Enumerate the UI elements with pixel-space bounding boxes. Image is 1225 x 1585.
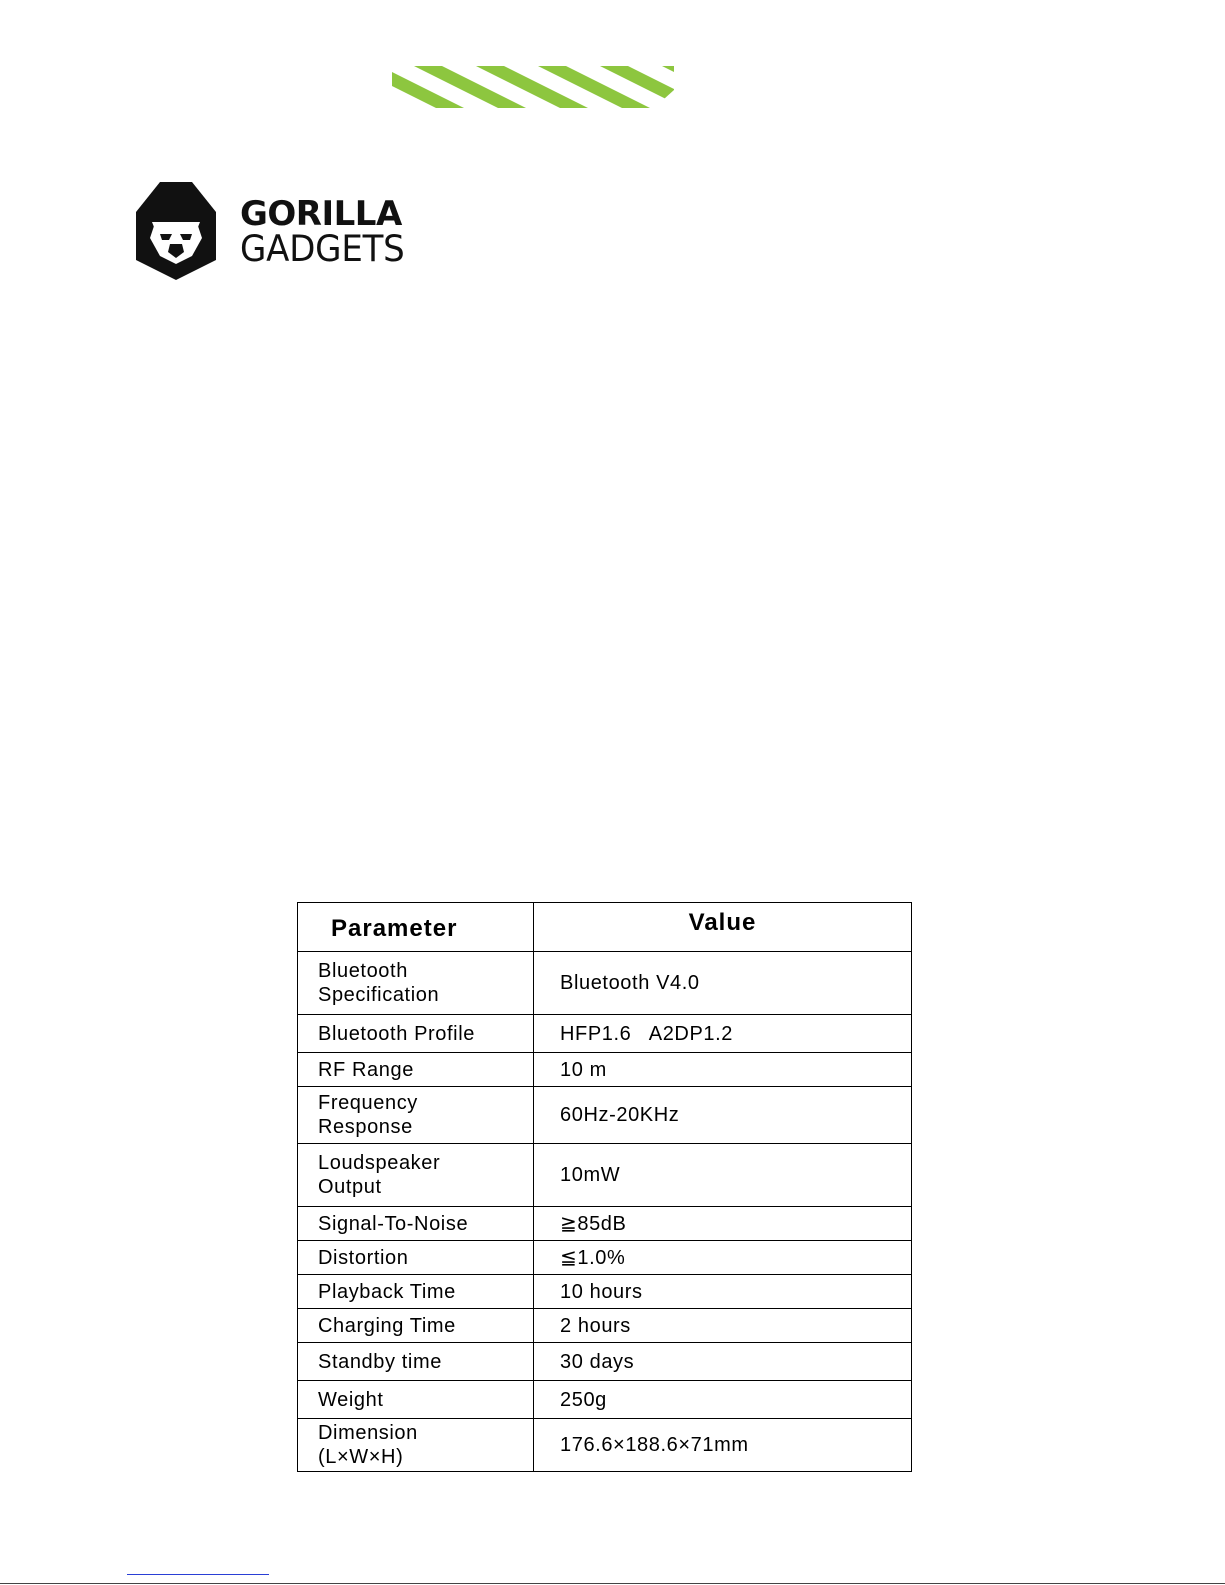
green-stripes-banner [392,66,674,108]
specification-table [297,902,912,1472]
table-row [298,1015,912,1053]
column-header-value: Value [534,903,912,952]
param-cell [298,1087,534,1144]
param-cell [298,1144,534,1207]
value-cell: Bluetooth V4.0 [534,952,912,1015]
param-text: Frequency [318,1092,418,1114]
param-cell: Distortion [298,1241,534,1275]
param-cell: Weight [298,1381,534,1419]
value-cell: 10 hours [534,1275,912,1309]
param-text: Loudspeaker [318,1152,441,1174]
value-cell: 176.6×188.6×71mm [534,1419,912,1472]
table-row [298,1343,912,1381]
table-row [298,1241,912,1275]
table-row [298,952,912,1015]
param-text: Bluetooth [318,960,408,982]
page-bottom-rule [0,1583,1225,1584]
value-cell: 2 hours [534,1309,912,1343]
table-header-row [298,903,912,952]
param-text: Dimension [318,1422,418,1444]
table-row [298,1053,912,1087]
value-cell: 30 days [534,1343,912,1381]
value-cell: 60Hz-20KHz [534,1087,912,1144]
table-row [298,1207,912,1241]
param-cell: Charging Time [298,1309,534,1343]
param-text: Response [318,1116,413,1138]
column-header-parameter: Parameter [298,903,534,952]
table-row [298,1381,912,1419]
param-cell: RF Range [298,1053,534,1087]
brand-logo [136,182,406,282]
table-row [298,1275,912,1309]
param-text: (L×W×H) [318,1446,404,1468]
param-cell: Playback Time [298,1275,534,1309]
param-text: Specification [318,984,440,1006]
table-row [298,1419,912,1472]
value-cell: 10 m [534,1053,912,1087]
value-cell: 250g [534,1381,912,1419]
param-text: Output [318,1176,382,1198]
table-row [298,1087,912,1144]
value-cell: ≧85dB [534,1207,912,1241]
value-cell: HFP1.6 A2DP1.2 [534,1015,912,1053]
footer-link-underline[interactable] [127,1574,269,1575]
param-cell: Signal-To-Noise [298,1207,534,1241]
param-cell [298,952,534,1015]
param-cell [298,1419,534,1472]
brand-name-line1: GORILLA [240,194,402,234]
table-row [298,1144,912,1207]
brand-name-line2: GADGETS [240,227,405,271]
value-cell: ≦1.0% [534,1241,912,1275]
param-cell: Standby time [298,1343,534,1381]
value-cell: 10mW [534,1144,912,1207]
gorilla-icon [136,182,216,280]
param-cell: Bluetooth Profile [298,1015,534,1053]
table-row [298,1309,912,1343]
